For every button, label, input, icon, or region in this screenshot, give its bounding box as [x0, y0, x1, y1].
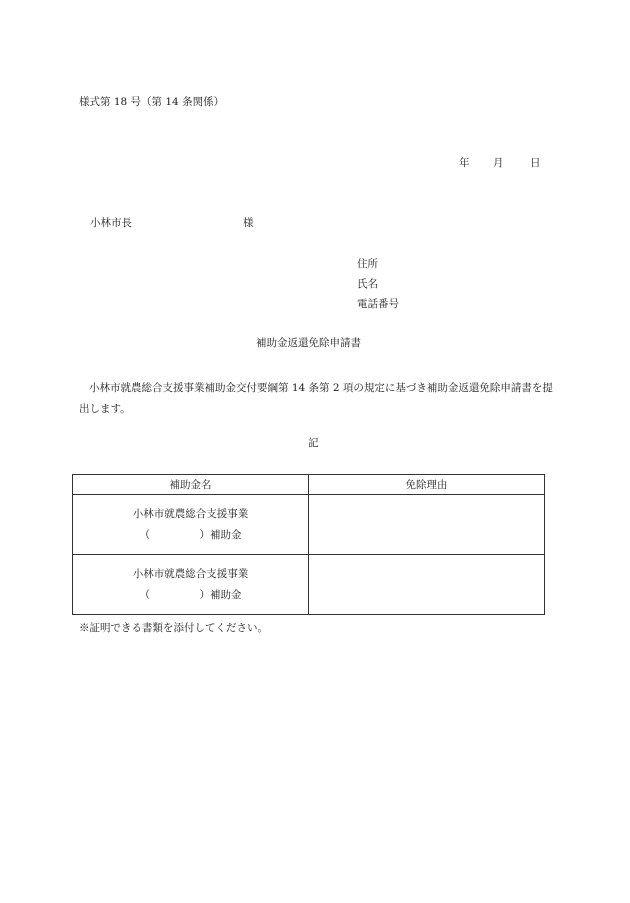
ki-heading: 記 — [308, 437, 319, 449]
paren-close-label: ）補助金 — [199, 588, 242, 601]
addressee-name: 小林市長 — [90, 217, 132, 229]
date-year-label: 年 — [459, 157, 470, 169]
subsidy-paren-line — [140, 525, 242, 546]
exemption-reason-cell[interactable] — [309, 495, 545, 555]
applicant-address-label: 住所 — [357, 258, 378, 270]
applicant-phone-label: 電話番号 — [357, 298, 399, 310]
header-subsidy-name: 補助金名 — [73, 475, 309, 495]
header-exemption-reason: 免除理由 — [309, 475, 545, 495]
paren-open: （ — [139, 528, 150, 541]
date-month-label: 月 — [493, 157, 504, 169]
subsidy-name-cell — [73, 555, 309, 615]
document-title: 補助金返還免除申請書 — [256, 337, 361, 349]
table-header-row — [73, 475, 545, 495]
subsidy-program-name: 小林市就農総合支援事業 — [132, 507, 249, 520]
subsidy-paren-line — [140, 585, 242, 606]
attachment-note: ※証明できる書類を添付してください。 — [79, 622, 268, 634]
subsidy-program-name: 小林市就農総合支援事業 — [132, 567, 249, 580]
date-day-label: 日 — [530, 157, 541, 169]
subsidy-name-cell — [73, 495, 309, 555]
addressee-honorific: 様 — [243, 217, 254, 229]
body-text: 小林市就農総合支援事業補助金交付要綱第 14 条第 2 項の規定に基づき補助金返還免除申請書を提出します。 — [79, 382, 553, 415]
table-row — [73, 555, 545, 615]
subsidy-table — [72, 474, 545, 615]
table-row — [73, 495, 545, 555]
paren-open: （ — [139, 588, 150, 601]
applicant-name-label: 氏名 — [357, 278, 378, 290]
paren-close-label: ）補助金 — [199, 528, 242, 541]
exemption-reason-cell[interactable] — [309, 555, 545, 615]
form-number: 様式第 18 号（第 14 条関係） — [79, 96, 225, 108]
